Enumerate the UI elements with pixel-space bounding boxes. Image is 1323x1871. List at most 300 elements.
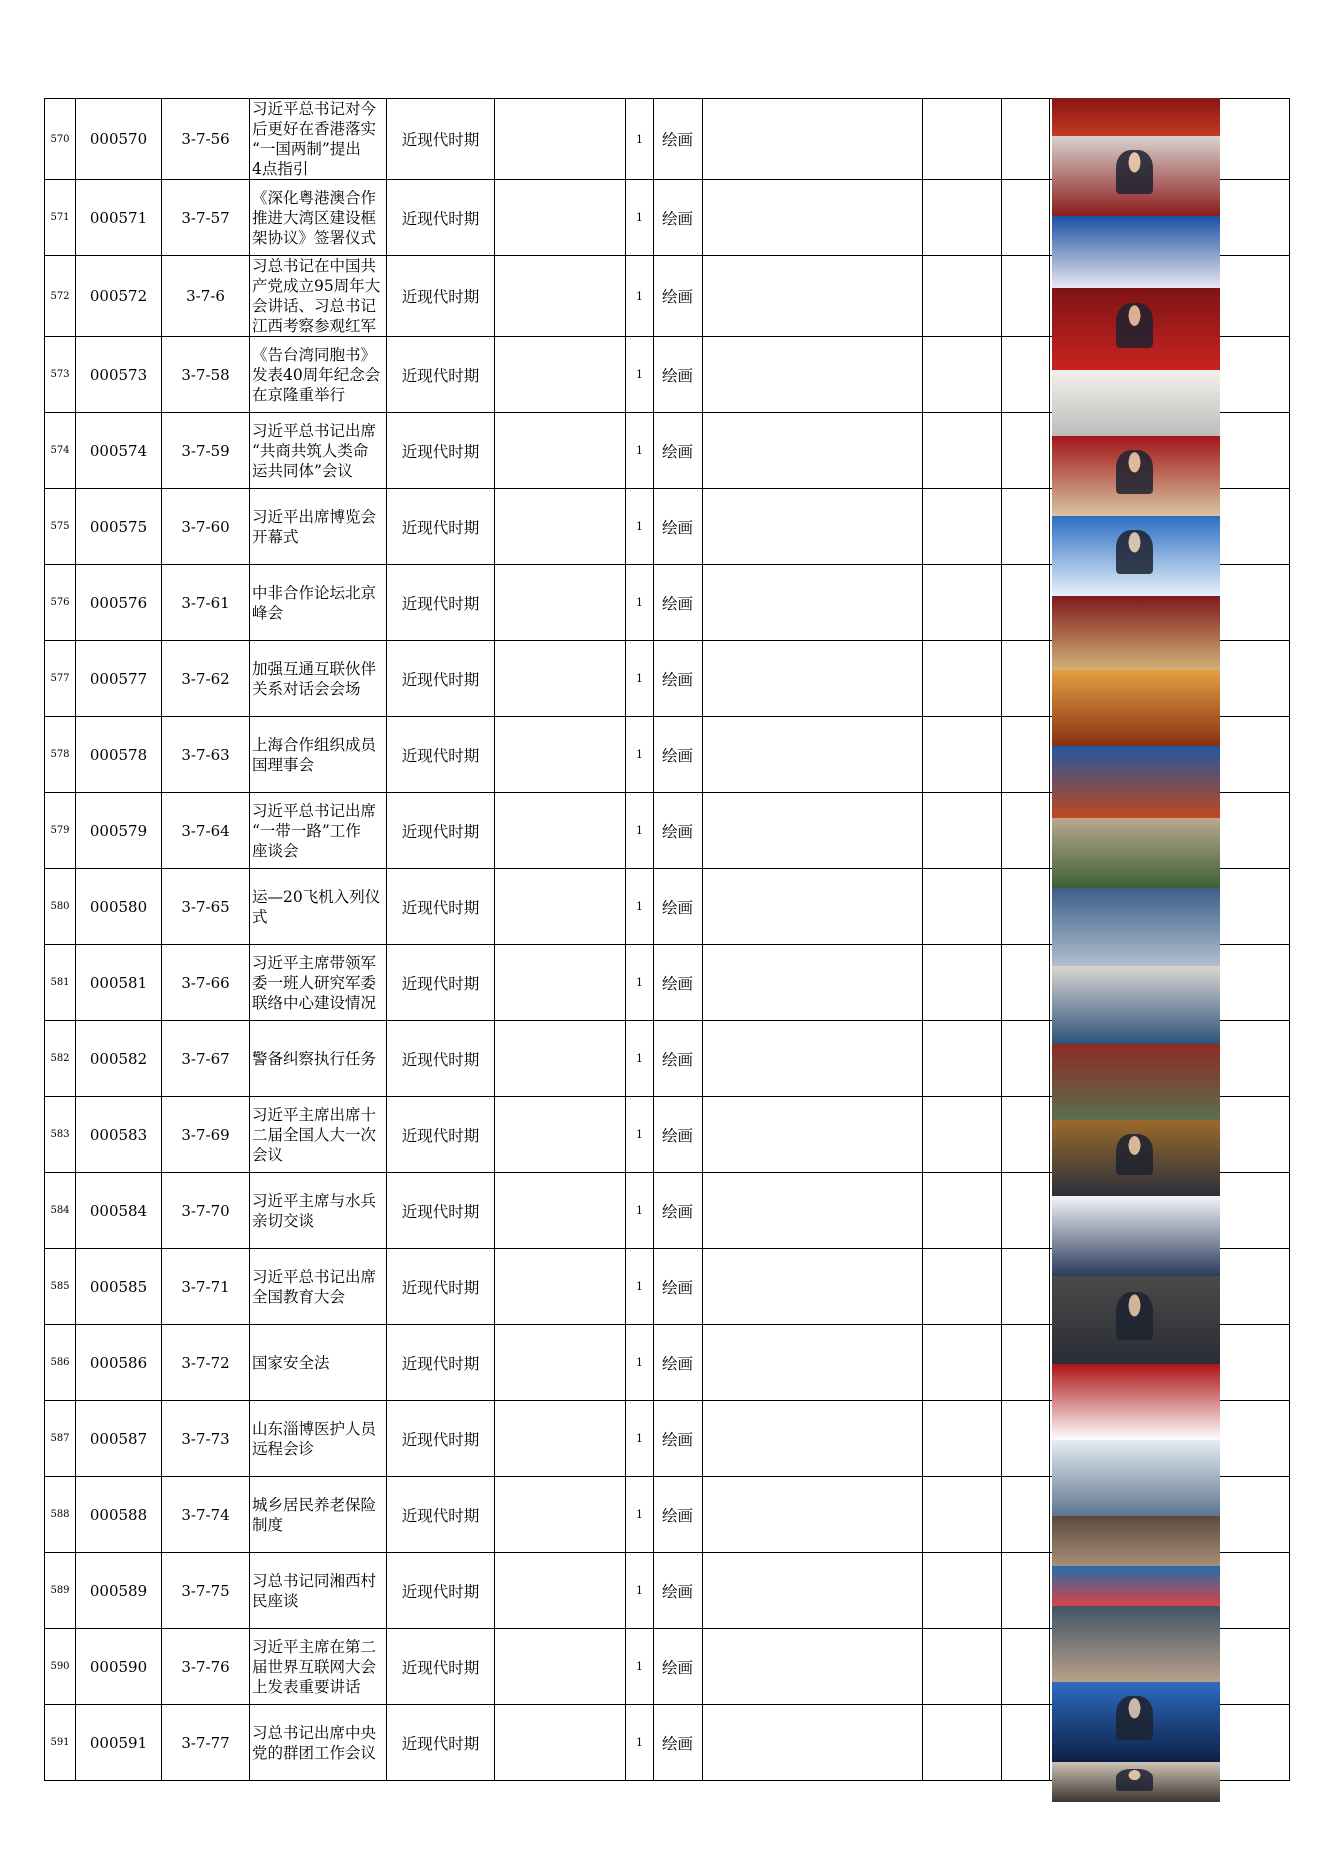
title-line: 警备纠察执行任务 [252,1049,377,1068]
artwork-photo [1052,370,1220,436]
empty-cell [923,1325,1002,1401]
title-cell [250,1477,387,1553]
title-cell [250,256,387,337]
empty-cell [923,945,1002,1021]
title-line: 式 [252,907,268,926]
empty-cell [1002,945,1050,1021]
type-cell: 绘画 [654,641,703,717]
empty-cell [703,99,923,180]
empty-cell [1002,1021,1050,1097]
title-line: 亲切交谈 [252,1211,315,1230]
title-line: 发表40周年纪念会 [252,365,381,384]
catalog-number-cell: 3-7-69 [162,1097,250,1173]
empty-cell [923,180,1002,256]
empty-cell [1002,641,1050,717]
title-line: 习总书记在中国共 [252,257,377,275]
code-cell: 000573 [76,337,162,413]
empty-cell [495,641,626,717]
type-cell: 绘画 [654,1325,703,1401]
seq-cell: 576 [45,565,76,641]
seq-cell: 570 [45,99,76,180]
seq-cell: 577 [45,641,76,717]
empty-cell [923,1401,1002,1477]
catalog-number-cell: 3-7-60 [162,489,250,565]
title-line: “一国两制”提出 [252,140,361,158]
code-cell: 000578 [76,717,162,793]
empty-cell [703,565,923,641]
title-line: 加强互通互联伙伴 [252,659,377,678]
quantity-cell: 1 [626,1173,654,1249]
title-line: “一带一路”工作 [252,821,361,840]
type-cell: 绘画 [654,99,703,180]
empty-cell [923,1553,1002,1629]
title-cell [250,413,387,489]
artwork-photo-strip [1052,98,1220,1802]
empty-cell [1002,1553,1050,1629]
code-cell: 000584 [76,1173,162,1249]
empty-cell [495,1097,626,1173]
artwork-photo [1052,216,1220,288]
title-cell [250,180,387,256]
empty-cell [495,1325,626,1401]
period-cell: 近现代时期 [387,565,495,641]
artwork-photo [1052,1196,1220,1276]
title-line: 城乡居民养老保险 [252,1495,377,1514]
seq-cell: 572 [45,256,76,337]
empty-cell [703,945,923,1021]
empty-cell [923,1629,1002,1705]
title-line: 全国教育大会 [252,1287,346,1306]
title-line: 峰会 [252,603,284,622]
period-cell: 近现代时期 [387,717,495,793]
empty-cell [1002,717,1050,793]
quantity-cell: 1 [626,717,654,793]
title-line: 党的群团工作会议 [252,1743,377,1762]
period-cell: 近现代时期 [387,1325,495,1401]
seq-cell: 583 [45,1097,76,1173]
empty-cell [1002,256,1050,337]
title-line: 习近平主席与水兵 [252,1191,377,1210]
title-cell [250,1325,387,1401]
artwork-photo [1052,1120,1220,1196]
artwork-photo [1052,288,1220,370]
empty-cell [923,1477,1002,1553]
empty-cell [923,1021,1002,1097]
artwork-photo [1052,966,1220,1044]
artwork-photo [1052,1364,1220,1440]
title-line: 二届全国人大一次 [252,1125,377,1144]
empty-cell [1002,337,1050,413]
title-cell [250,1629,387,1705]
empty-cell [1002,489,1050,565]
catalog-number-cell: 3-7-66 [162,945,250,1021]
code-cell: 000575 [76,489,162,565]
empty-cell [923,1173,1002,1249]
quantity-cell: 1 [626,1553,654,1629]
title-line: 习近平总书记对今 [252,100,377,118]
title-line: 山东淄博医护人员 [252,1419,377,1438]
catalog-number-cell: 3-7-73 [162,1401,250,1477]
title-cell [250,1097,387,1173]
empty-cell [703,337,923,413]
code-cell: 000585 [76,1249,162,1325]
code-cell: 000591 [76,1705,162,1781]
seq-cell: 578 [45,717,76,793]
period-cell: 近现代时期 [387,1477,495,1553]
period-cell: 近现代时期 [387,945,495,1021]
seq-cell: 579 [45,793,76,869]
empty-cell [495,1173,626,1249]
empty-cell [1002,413,1050,489]
quantity-cell: 1 [626,869,654,945]
empty-cell [923,869,1002,945]
period-cell: 近现代时期 [387,1097,495,1173]
catalog-number-cell: 3-7-65 [162,869,250,945]
type-cell: 绘画 [654,717,703,793]
title-cell [250,717,387,793]
title-line: 联络中心建设情况 [252,993,377,1012]
title-line: 习总书记出席中央 [252,1723,377,1742]
empty-cell [1002,565,1050,641]
quantity-cell: 1 [626,793,654,869]
type-cell: 绘画 [654,1629,703,1705]
type-cell: 绘画 [654,337,703,413]
quantity-cell: 1 [626,1021,654,1097]
type-cell: 绘画 [654,1401,703,1477]
seq-cell: 575 [45,489,76,565]
catalog-number-cell: 3-7-75 [162,1553,250,1629]
quantity-cell: 1 [626,99,654,180]
title-line: 运共同体”会议 [252,461,353,480]
seq-cell: 573 [45,337,76,413]
catalog-number-cell: 3-7-77 [162,1705,250,1781]
title-line: 习总书记同湘西村 [252,1571,377,1590]
title-line: 推进大湾区建设框 [252,208,377,227]
empty-cell [923,99,1002,180]
empty-cell [1002,1401,1050,1477]
empty-cell [703,793,923,869]
empty-cell [703,1097,923,1173]
period-cell: 近现代时期 [387,337,495,413]
empty-cell [1002,1705,1050,1781]
empty-cell [1002,1629,1050,1705]
period-cell: 近现代时期 [387,99,495,180]
empty-cell [703,641,923,717]
catalog-number-cell: 3-7-63 [162,717,250,793]
code-cell: 000586 [76,1325,162,1401]
type-cell: 绘画 [654,793,703,869]
quantity-cell: 1 [626,1477,654,1553]
title-line: 中非合作论坛北京 [252,583,377,602]
empty-cell [495,1477,626,1553]
empty-cell [1002,180,1050,256]
quantity-cell: 1 [626,1705,654,1781]
code-cell: 000587 [76,1401,162,1477]
code-cell: 000589 [76,1553,162,1629]
artwork-photo [1052,1440,1220,1516]
empty-cell [703,1477,923,1553]
empty-cell [923,489,1002,565]
empty-cell [703,717,923,793]
empty-cell [703,869,923,945]
quantity-cell: 1 [626,1249,654,1325]
empty-cell [923,413,1002,489]
title-line: 国家安全法 [252,1353,330,1372]
empty-cell [703,1401,923,1477]
title-line: 座谈会 [252,841,299,860]
title-line: 民座谈 [252,1591,299,1610]
catalog-number-cell: 3-7-67 [162,1021,250,1097]
artwork-photo [1052,1276,1220,1364]
artwork-photo [1052,670,1220,746]
empty-cell [703,1553,923,1629]
empty-cell [495,413,626,489]
type-cell: 绘画 [654,489,703,565]
title-line: 届世界互联网大会 [252,1657,377,1676]
period-cell: 近现代时期 [387,180,495,256]
code-cell: 000581 [76,945,162,1021]
type-cell: 绘画 [654,1097,703,1173]
title-line: “共商共筑人类命 [252,441,369,460]
quantity-cell: 1 [626,945,654,1021]
seq-cell: 571 [45,180,76,256]
title-cell [250,1021,387,1097]
empty-cell [1002,1097,1050,1173]
catalog-number-cell: 3-7-76 [162,1629,250,1705]
empty-cell [703,180,923,256]
empty-cell [923,717,1002,793]
code-cell: 000582 [76,1021,162,1097]
type-cell: 绘画 [654,1553,703,1629]
quantity-cell: 1 [626,1401,654,1477]
title-cell [250,489,387,565]
period-cell: 近现代时期 [387,1249,495,1325]
quantity-cell: 1 [626,1629,654,1705]
empty-cell [703,1629,923,1705]
catalog-number-cell: 3-7-6 [162,256,250,337]
empty-cell [923,1097,1002,1173]
period-cell: 近现代时期 [387,869,495,945]
period-cell: 近现代时期 [387,1629,495,1705]
artwork-photo [1052,1044,1220,1120]
artwork-photo [1052,136,1220,216]
quantity-cell: 1 [626,180,654,256]
catalog-number-cell: 3-7-72 [162,1325,250,1401]
code-cell: 000572 [76,256,162,337]
seq-cell: 587 [45,1401,76,1477]
empty-cell [495,489,626,565]
empty-cell [495,565,626,641]
catalog-number-cell: 3-7-70 [162,1173,250,1249]
title-line: 委一班人研究军委 [252,973,377,992]
period-cell: 近现代时期 [387,1173,495,1249]
catalog-number-cell: 3-7-58 [162,337,250,413]
artwork-photo [1052,1566,1220,1606]
seq-cell: 588 [45,1477,76,1553]
title-line: 习近平总书记出席 [252,801,377,820]
code-cell: 000588 [76,1477,162,1553]
artwork-photo [1052,1682,1220,1762]
artwork-photo [1052,746,1220,818]
type-cell: 绘画 [654,945,703,1021]
catalog-number-cell: 3-7-57 [162,180,250,256]
empty-cell [703,1325,923,1401]
code-cell: 000574 [76,413,162,489]
empty-cell [923,793,1002,869]
artwork-photo [1052,516,1220,596]
seq-cell: 581 [45,945,76,1021]
title-cell [250,1401,387,1477]
title-line: 远程会诊 [252,1439,315,1458]
title-cell [250,793,387,869]
artwork-photo [1052,1606,1220,1682]
catalog-number-cell: 3-7-64 [162,793,250,869]
quantity-cell: 1 [626,256,654,337]
type-cell: 绘画 [654,256,703,337]
seq-cell: 590 [45,1629,76,1705]
title-cell [250,869,387,945]
artwork-photo [1052,436,1220,516]
seq-cell: 582 [45,1021,76,1097]
code-cell: 000580 [76,869,162,945]
period-cell: 近现代时期 [387,1705,495,1781]
title-line: 后更好在香港落实 [252,120,377,138]
title-line: 架协议》签署仪式 [252,228,377,247]
empty-cell [923,1705,1002,1781]
empty-cell [703,256,923,337]
type-cell: 绘画 [654,565,703,641]
period-cell: 近现代时期 [387,1401,495,1477]
catalog-number-cell: 3-7-56 [162,99,250,180]
type-cell: 绘画 [654,869,703,945]
quantity-cell: 1 [626,337,654,413]
catalog-number-cell: 3-7-62 [162,641,250,717]
empty-cell [703,1021,923,1097]
title-cell [250,945,387,1021]
title-line: 习近平出席博览会 [252,507,377,526]
type-cell: 绘画 [654,1477,703,1553]
empty-cell [1002,99,1050,180]
empty-cell [495,717,626,793]
title-cell [250,565,387,641]
type-cell: 绘画 [654,1021,703,1097]
title-line: 产党成立95周年大 [252,277,381,295]
title-line: 会议 [252,1145,284,1164]
title-line: 习近平主席在第二 [252,1637,377,1656]
seq-cell: 580 [45,869,76,945]
title-line: 制度 [252,1515,284,1534]
empty-cell [495,945,626,1021]
title-line: 上发表重要讲话 [252,1677,361,1696]
empty-cell [703,1249,923,1325]
title-line: 开幕式 [252,527,299,546]
empty-cell [923,337,1002,413]
code-cell: 000570 [76,99,162,180]
quantity-cell: 1 [626,489,654,565]
artwork-photo [1052,98,1220,136]
empty-cell [1002,869,1050,945]
seq-cell: 584 [45,1173,76,1249]
title-line: 国理事会 [252,755,315,774]
title-line: 江西考察参观红军 [252,317,377,335]
title-line: 习近平主席带领军 [252,953,377,972]
empty-cell [495,869,626,945]
catalog-number-cell: 3-7-59 [162,413,250,489]
catalog-number-cell: 3-7-74 [162,1477,250,1553]
type-cell: 绘画 [654,1249,703,1325]
seq-cell: 591 [45,1705,76,1781]
empty-cell [495,337,626,413]
artwork-photo [1052,818,1220,888]
empty-cell [1002,1325,1050,1401]
empty-cell [703,413,923,489]
type-cell: 绘画 [654,180,703,256]
title-line: 上海合作组织成员 [252,735,377,754]
empty-cell [923,641,1002,717]
catalog-number-cell: 3-7-71 [162,1249,250,1325]
empty-cell [1002,1477,1050,1553]
empty-cell [923,256,1002,337]
type-cell: 绘画 [654,1705,703,1781]
quantity-cell: 1 [626,641,654,717]
code-cell: 000583 [76,1097,162,1173]
empty-cell [495,1705,626,1781]
artwork-photo [1052,888,1220,966]
artwork-photo [1052,1516,1220,1566]
empty-cell [1002,1173,1050,1249]
quantity-cell: 1 [626,413,654,489]
empty-cell [495,180,626,256]
title-line: 《告台湾同胞书》 [252,345,377,364]
empty-cell [495,1553,626,1629]
title-cell [250,641,387,717]
seq-cell: 586 [45,1325,76,1401]
empty-cell [495,1021,626,1097]
period-cell: 近现代时期 [387,413,495,489]
empty-cell [495,793,626,869]
empty-cell [923,565,1002,641]
title-line: 习近平总书记出席 [252,1267,377,1286]
title-line: 《深化粤港澳合作 [252,188,377,207]
empty-cell [1002,793,1050,869]
title-line: 习近平总书记出席 [252,421,377,440]
quantity-cell: 1 [626,1325,654,1401]
code-cell: 000571 [76,180,162,256]
title-cell [250,1249,387,1325]
seq-cell: 585 [45,1249,76,1325]
title-cell [250,1705,387,1781]
period-cell: 近现代时期 [387,1553,495,1629]
title-line: 在京隆重举行 [252,385,346,404]
title-cell [250,1553,387,1629]
type-cell: 绘画 [654,413,703,489]
quantity-cell: 1 [626,1097,654,1173]
empty-cell [495,1629,626,1705]
type-cell: 绘画 [654,1173,703,1249]
seq-cell: 574 [45,413,76,489]
empty-cell [495,99,626,180]
period-cell: 近现代时期 [387,641,495,717]
title-cell [250,337,387,413]
title-line: 4点指引 [252,160,309,178]
code-cell: 000576 [76,565,162,641]
artwork-photo [1052,1762,1220,1802]
empty-cell [495,1401,626,1477]
empty-cell [703,1173,923,1249]
seq-cell: 589 [45,1553,76,1629]
catalog-number-cell: 3-7-61 [162,565,250,641]
period-cell: 近现代时期 [387,489,495,565]
